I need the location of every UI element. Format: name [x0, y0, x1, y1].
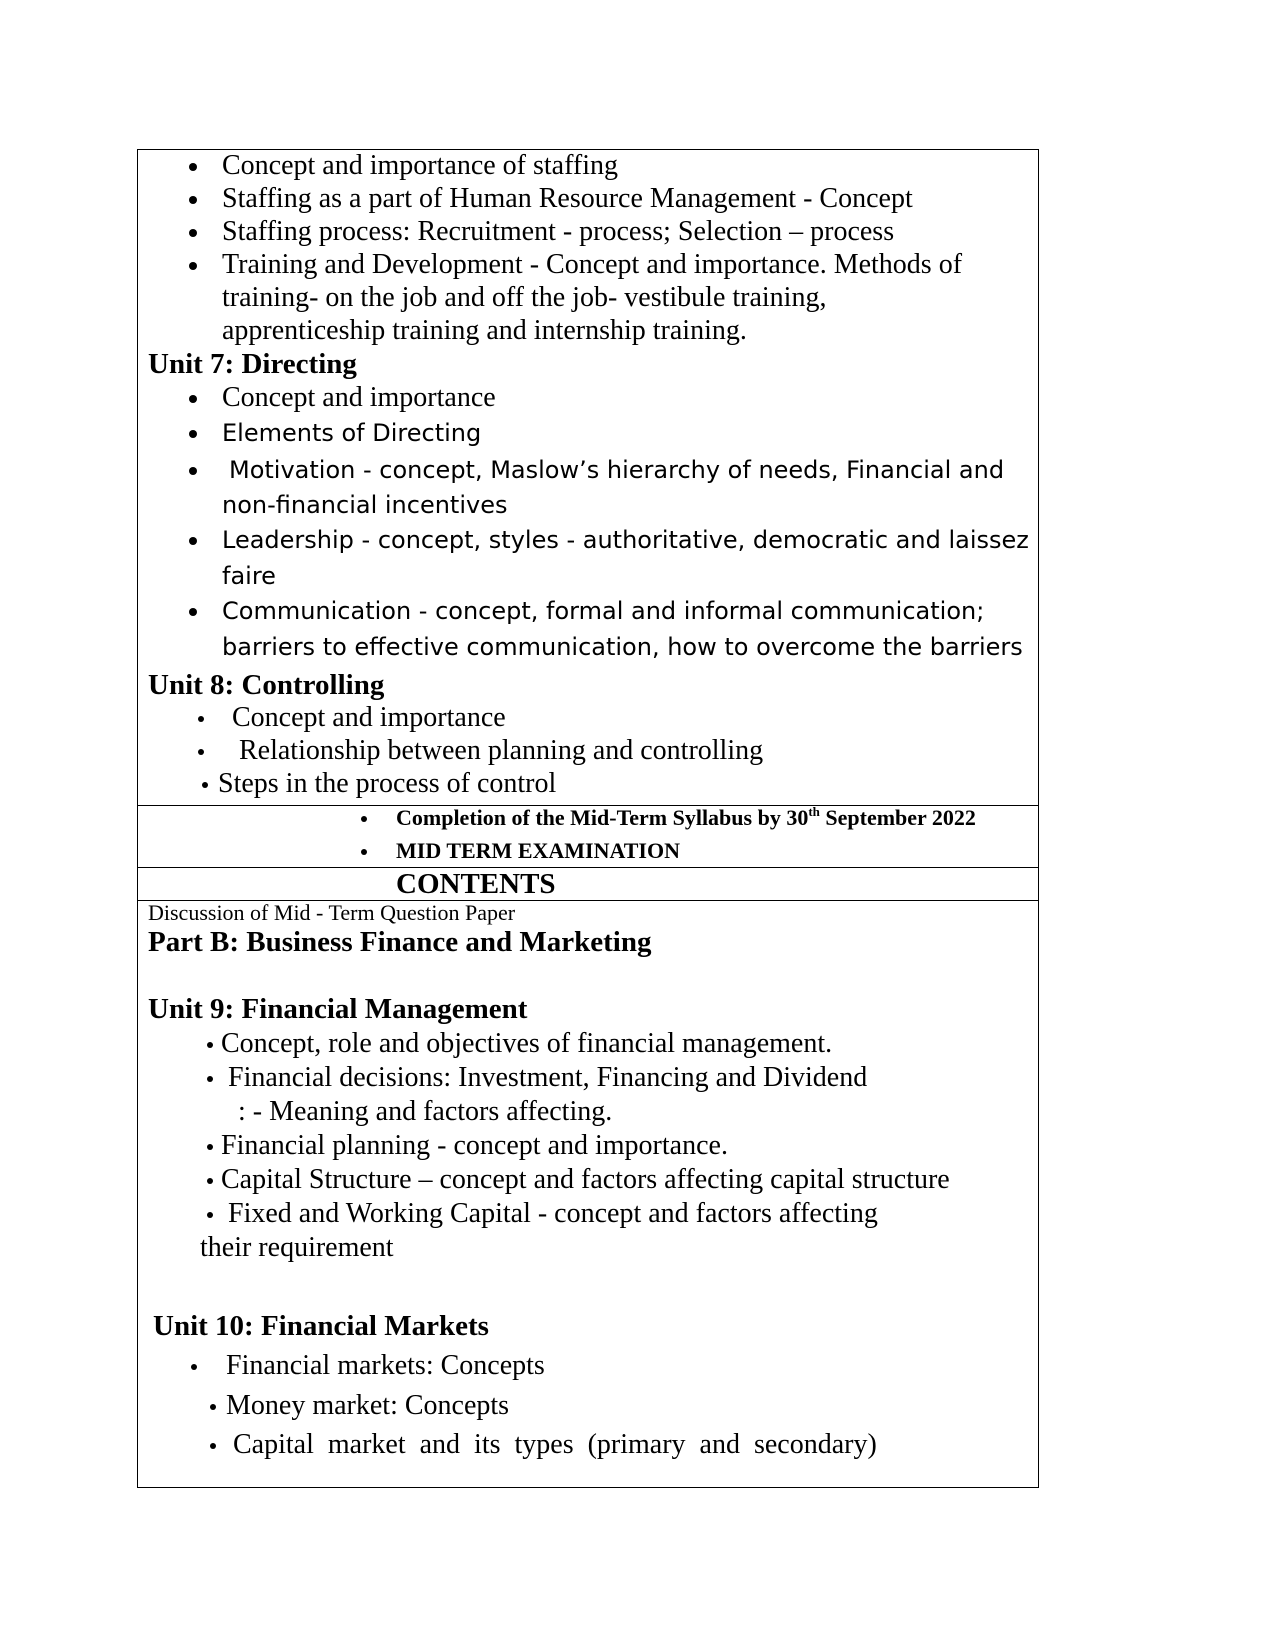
list-item: Leadership - concept, styles - authoritative, democratic and laissez: [222, 526, 1029, 554]
bullet-icon: [189, 163, 197, 171]
list-item: Concept and importance: [232, 702, 506, 733]
list-item: Capital Structure – concept and factors affecting capital structure: [221, 1164, 950, 1195]
bullet-icon: [189, 229, 197, 237]
list-item: Money market: Concepts: [226, 1390, 510, 1421]
list-item: Communication - concept, formal and informal communication;: [222, 597, 985, 625]
unit7-heading: Unit 7: Directing: [148, 348, 357, 380]
list-item-continuation: : - Meaning and factors affecting.: [238, 1096, 613, 1127]
bullet-icon: [189, 537, 197, 545]
bullet-icon: [210, 1443, 216, 1449]
bullet-icon: [189, 262, 197, 270]
contents-title: CONTENTS: [396, 868, 556, 900]
list-item: Concept and importance of staffing: [222, 150, 619, 181]
bullet-icon: [207, 1076, 213, 1082]
list-item: Staffing as a part of Human Resource Management - Concept: [222, 183, 913, 214]
list-item: Financial planning - concept and importance.: [221, 1130, 728, 1161]
list-item: Training and Development - Concept and importance. Methods of: [222, 249, 963, 280]
midterm-completion-note: Completion of the Mid-Term Syllabus by 30th September 2022: [396, 804, 976, 830]
unit9-heading: Unit 9: Financial Management: [148, 993, 528, 1025]
bullet-icon: [202, 782, 208, 788]
list-item: Steps in the process of control: [218, 768, 557, 799]
bullet-icon: [189, 196, 197, 204]
list-item: Financial decisions: Investment, Financing and Dividend: [228, 1062, 868, 1093]
list-item-continuation: non-financial incentives: [222, 491, 508, 519]
bullet-icon: [361, 816, 367, 822]
bullet-icon: [189, 608, 197, 616]
list-item: Motivation - concept, Maslow’s hierarchy of needs, Financial and: [229, 456, 1005, 484]
divider-line: [137, 867, 1039, 868]
midterm-exam-label: MID TERM EXAMINATION: [396, 838, 680, 863]
list-item-continuation: training- on the job and off the job- vestibule training,: [222, 282, 827, 313]
list-item-continuation: barriers to effective communication, how to overcome the barriers: [222, 633, 1023, 661]
bullet-icon: [207, 1144, 213, 1150]
bullet-icon: [198, 749, 204, 755]
list-item: Relationship between planning and controlling: [239, 735, 764, 766]
unit8-heading: Unit 8: Controlling: [148, 669, 385, 701]
list-item-continuation: apprenticeship training and internship training.: [222, 315, 747, 346]
bullet-icon: [191, 1364, 197, 1370]
discussion-text: Discussion of Mid - Term Question Paper: [148, 900, 516, 925]
list-item: Concept, role and objectives of financial management.: [221, 1028, 833, 1059]
bullet-icon: [361, 849, 367, 855]
list-item: Elements of Directing: [222, 419, 482, 447]
list-item: Capital market and its types (primary and secondary): [233, 1429, 877, 1460]
list-item: Concept and importance: [222, 382, 496, 413]
bullet-icon: [207, 1212, 213, 1218]
bullet-icon: [210, 1404, 216, 1410]
part-b-heading: Part B: Business Finance and Marketing: [148, 926, 652, 958]
bullet-icon: [207, 1178, 213, 1184]
bullet-icon: [207, 1042, 213, 1048]
list-item: Fixed and Working Capital - concept and factors affecting: [228, 1198, 878, 1229]
bullet-icon: [189, 430, 197, 438]
unit10-heading: Unit 10: Financial Markets: [153, 1310, 489, 1342]
list-item: Staffing process: Recruitment - process; Selection – process: [222, 216, 895, 247]
list-item-continuation: faire: [222, 562, 276, 590]
bullet-icon: [189, 467, 197, 475]
list-item-continuation: their requirement: [200, 1232, 394, 1263]
bullet-icon: [198, 716, 204, 722]
list-item: Financial markets: Concepts: [226, 1350, 545, 1381]
bullet-icon: [189, 395, 197, 403]
